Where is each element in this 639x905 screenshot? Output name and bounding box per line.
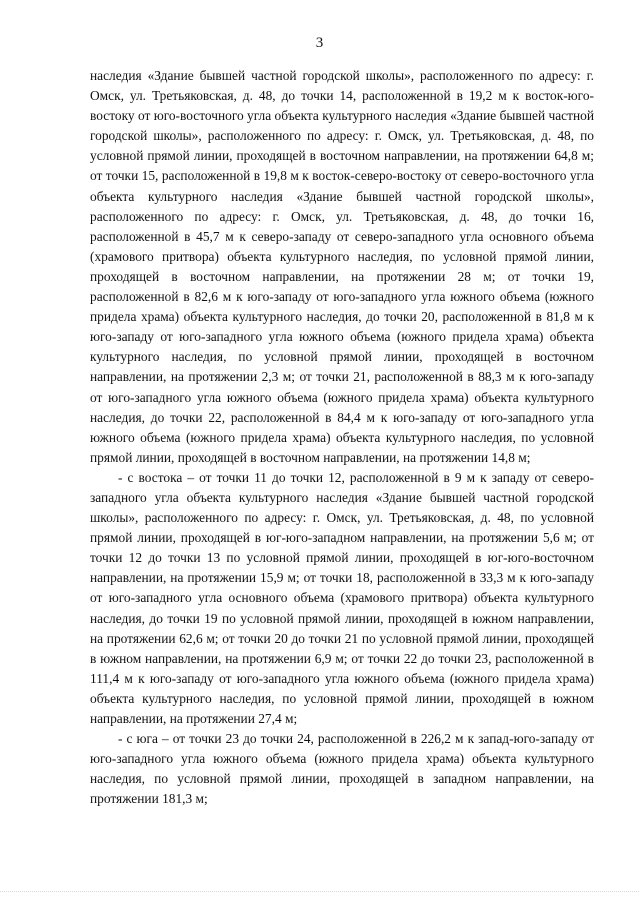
document-body: [90, 66, 594, 809]
paragraph-continuation: наследия «Здание бывшей частной городской школы», расположенного по адресу: г. Омск, ул. Третьяковская, д. 48, до точки 14, расположенной в 19,2 м к восток-юго-востоку от юго-восточного угла объекта культурного наследия «Здание бывшей частной городской школы», расположенного по адресу: г. Омск, ул. Третьяковская, д. 48, по условной прямой линии, проходящей в восточном направлении, на протяжении 64,8 м; от точки 15, расположенной в 19,8 м к восток-северо-востоку от северо-восточного угла объекта культурного наследия «Здание бывшей частной городской школы», расположенного по адресу: г. Омск, ул. Третьяковская, д. 48, до точки 16, расположенной в 45,7 м к северо-западу от северо-западного угла основного объема (храмового притвора) объекта культурного наследия, по условной прямой линии, проходящей в восточном направлении, на протяжении 28 м; от точки 19, расположенной в 82,6 м к юго-западу от юго-западного угла южного объема (южного придела храма) объекта культурного наследия, до точки 20, расположенной в 81,8 м к юго-западу от юго-западного угла южного объема (южного придела храма) объекта культурного наследия, по условной прямой линии, проходящей в восточном направлении, на протяжении 2,3 м; от точки 21, расположенной в 88,3 м к юго-западу от юго-западного угла южного объема (южного придела храма) объекта культурного наследия, до точки 22, расположенной в 84,4 м к юго-западу от юго-западного угла южного объема (южного придела храма) объекта культурного наследия, по условной прямой линии, проходящей в восточном направлении, на протяжении 14,8 м;: [90, 68, 594, 465]
paragraph-east-boundary: - с востока – от точки 11 до точки 12, расположенной в 9 м к западу от северо-западного угла объекта культурного наследия «Здание бывшей частной городской школы», расположенного по адресу: г. Омск, ул. Третьяковская, д. 48, по условной прямой линии, проходящей в юг-юго-западном направлении, на протяжении 5,6 м; от точки 12 до точки 13 по условной прямой линии, проходящей в юг-юго-восточном направлении, на протяжении 15,9 м; от точки 18, расположенной в 33,3 м к юго-западу от юго-западного угла основного объема (храмового притвора) объекта культурного наследия, до точки 19 по условной прямой линии, проходящей в южном направлении, на протяжении 62,6 м; от точки 20 до точки 21 по условной прямой линии, проходящей в южном направлении, на протяжении 6,9 м; от точки 22 до точки 23, расположенной в 111,4 м к юго-западу от юго-западного угла южного объема (южного придела храма) объекта культурного наследия, по условной прямой линии, проходящей в южном направлении, на протяжении 27,4 м;: [90, 469, 594, 726]
scan-edge-line: [0, 891, 639, 895]
paragraph-south-boundary: - с юга – от точки 23 до точки 24, расположенной в 226,2 м к запад-юго-западу от юго-западного угла южного объема (южного придела храма) объекта культурного наследия, по условной прямой линии, проходящей в западном направлении, на протяжении 181,3 м;: [90, 731, 594, 807]
page-number: 3: [315, 35, 324, 51]
